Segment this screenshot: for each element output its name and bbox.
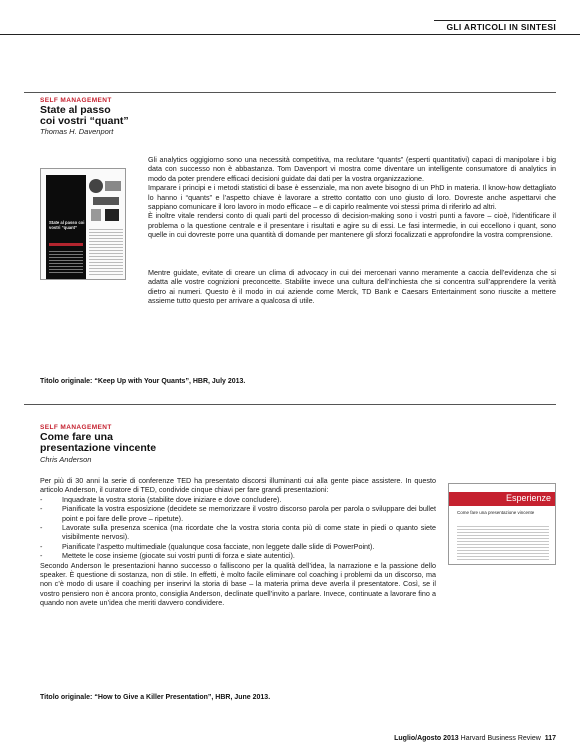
thumbnail-red-band <box>449 492 555 506</box>
list-item: - Pianificate la vostra esposizione (decidete se memorizzare il vostro discorso parola per parola o sviluppare dei bullet point e poi fare delle prove – ripetute). <box>40 504 436 523</box>
footer-issue: Luglio/Agosto <box>394 735 442 742</box>
article2-thumbnail <box>448 483 556 565</box>
article2-bullet-list <box>40 495 436 561</box>
article1-paragraph: È inoltre vitale rendersi conto di quali parti del processo di decision-making sono i vostri punti a favore – cioè, l’identificare il problema o la questione centrale e il presentare i risultati e agire su di essi. Le fasi intermedie, in cui eccellono i quant, sono quelle in cui dovreste porre una quantità di domande per mantenere gli sforzi focalizzati e approfondire la vostra comprensione. <box>148 211 556 240</box>
thumbnail-shape <box>105 181 121 191</box>
article1-author: Thomas H. Davenport <box>40 127 114 136</box>
article1-paragraph: Gli analytics oggigiorno sono una necessità competitiva, ma reclutare “quants” (esperti quantitativi) capaci di manipolare i big data con successo non è abbastanza. Tom Davenport vi mostra come diventare un intelligente consumatore di analytics in modo da poter prendere efficaci decisioni guidate dai dati per la vostra organizzazione. <box>148 155 556 183</box>
article2-title <box>40 432 156 454</box>
article2-closing: Secondo Anderson le presentazioni hanno successo o falliscono per la qualità dell’idea, la narrazione e la passione dello speaker. È questione di sostanza, non di stile. In effetti, è molto facile eliminare col coaching i problemi da un discorso, ma non c’è modo di usare il coaching per inserirvi la storia di base – la materia prima deve averla il presentatore. Così, se il vostro pensiero non è ancora pronto, consiglia Anderson, declinate quell’invito a parlare. Invece, continuate a lavorare fino a quando non avete un’idea che meriti davvero condividere. <box>40 560 436 608</box>
thumbnail-title: Come fare una presentazione vincente <box>457 510 535 515</box>
thumbnail-title: State al passo coi vostri “quant” <box>49 220 85 230</box>
article2-title-line2: presentazione vincente <box>40 442 157 454</box>
article2-original-title: Titolo originale: “How to Give a Killer Presentation”, HBR, June 2013. <box>40 694 271 701</box>
thumbnail-red-accent <box>49 243 83 246</box>
article2-intro: Per più di 30 anni la serie di conferenze TED ha presentato discorsi illuminanti cui alla gente piace assistere. In questo articolo Anderson, il curatore di TED, condivide cinque chiavi per fare grandi presentazioni: <box>40 476 436 495</box>
article1-body-last <box>24 268 556 306</box>
page-footer <box>394 735 556 742</box>
article2-author: Chris Anderson <box>40 455 92 464</box>
article1-category: SELF MANAGEMENT <box>40 97 112 104</box>
thumbnail-text-lines <box>457 526 549 560</box>
thumbnail-shape <box>89 179 103 193</box>
article2-category: SELF MANAGEMENT <box>40 424 112 431</box>
thumbnail-band-label: Esperienze <box>505 493 551 503</box>
thumbnail-shape <box>91 209 101 221</box>
article2-body <box>40 476 436 608</box>
list-item: - Pianificate l’aspetto multimediale (qualunque cosa facciate, non leggete dalle slide di PowerPoint). <box>40 542 436 551</box>
article1-paragraph: Mentre guidate, evitate di creare un clima di advocacy in cui dei mercenari vanno meramente a caccia dell’evidenza che si adatta alle vostre cognizioni preconcette. Stabilite invece una cultura dell’inchiesta che si concentra sull’apprendere la verità dietro ai numeri. Questo è il modo in cui aziende come Merck, TD Bank e Caesars Entertainment sono riuscite a mettere assieme tutto questo per arrivare a qualcosa di utile. <box>148 268 556 306</box>
article1-title <box>40 105 129 127</box>
list-item: - Inquadrate la vostra storia (stabilite dove iniziare e dove concludere). <box>40 495 436 504</box>
article1-thumbnail <box>40 168 126 280</box>
page-number: 117 <box>544 735 556 742</box>
section-label: GLI ARTICOLI IN SINTESI <box>446 22 556 32</box>
article1-original-title: Titolo originale: “Keep Up with Your Quants”, HBR, July 2013. <box>40 378 246 385</box>
article1-paragraph: Imparare i principi e i metodi statistici di base è essenziale, ma non avete bisogno di un PhD in materia. Il know-how dettagliato lo hanno i “quants” e l’aspetto chiave è lavorare a stretto contatto con uno giusto di loro. Dovreste anche aspettarvi che sappiano comunicare il loro lavoro in modo efficace – e di capirlo realmente voi stessi prima di riferirlo ad altri. <box>148 183 556 212</box>
list-item: - Lavorate sulla presenza scenica (ma ricordate che la vostra storia conta più di come state in piedi o quanto siete visibilmente nervosi). <box>40 523 436 542</box>
article1-title-line1: State al passo <box>40 104 111 116</box>
footer-magazine: Harvard Business Review <box>460 735 541 742</box>
article1-body <box>148 155 556 240</box>
article1-title-line2: coi vostri “quant” <box>40 115 129 127</box>
footer-year: 2013 <box>443 735 459 742</box>
thumbnail-shape <box>93 197 119 205</box>
thumbnail-shape <box>105 209 119 221</box>
divider-article2 <box>24 404 556 405</box>
top-rule <box>0 34 580 35</box>
article2-title-line1: Come fare una <box>40 431 113 443</box>
section-label-rule <box>434 20 556 21</box>
list-item: - Mettete le cose insieme (giocate sui vostri punti di forza e siate autentici). <box>40 551 436 560</box>
divider-article1 <box>24 92 556 93</box>
